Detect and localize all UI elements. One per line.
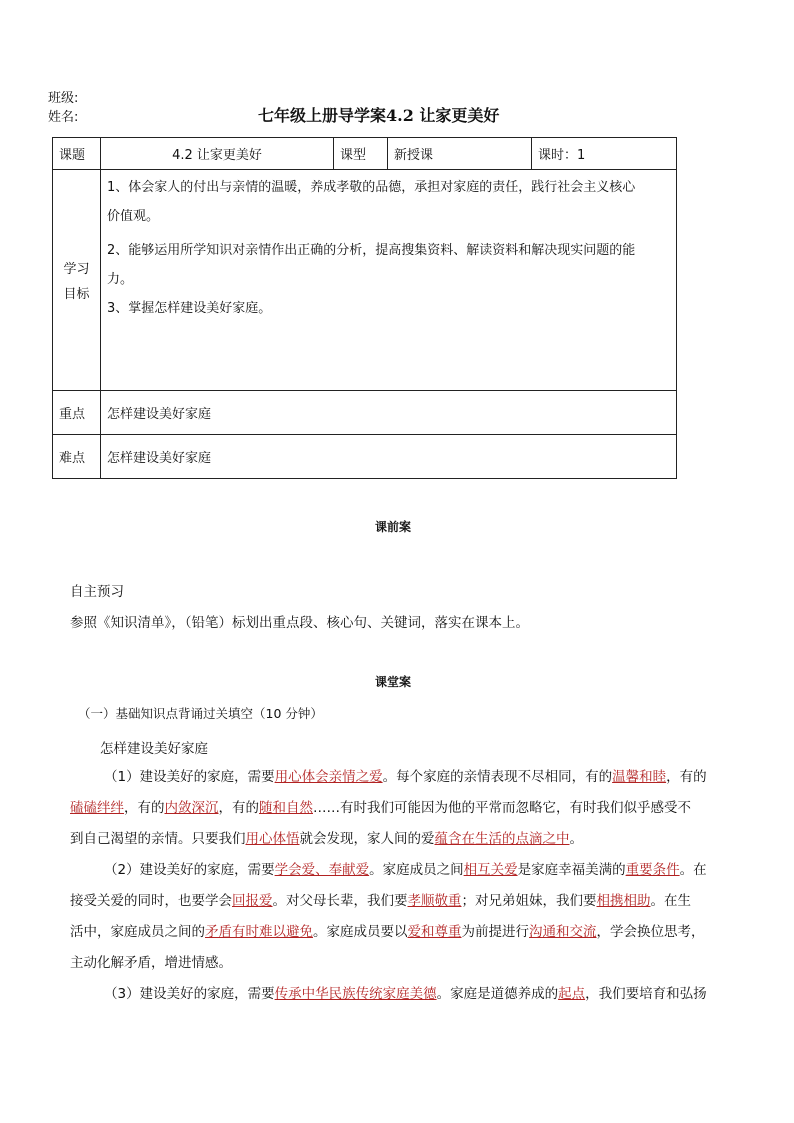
self-study-heading: 自主预习 — [70, 584, 124, 600]
text-segment: 。在 — [679, 862, 707, 878]
table-row — [53, 435, 677, 479]
table-row — [53, 170, 677, 391]
text-segment: ，有的 — [218, 800, 259, 816]
objectives-content — [101, 170, 677, 391]
objective-line: 1、体会家人的付出与亲情的温暖，养成孝敬的品德，承担对家庭的责任，践行社会主义核心 — [107, 180, 636, 195]
key-point-label: 重点 — [53, 391, 101, 435]
text-segment: 就会发现，家人间的爱 — [299, 831, 435, 847]
fill-blank: 矛盾有时难以避免 — [205, 924, 313, 940]
fill-blank: 沟通和交流 — [529, 924, 597, 940]
fill-blank: 温馨和睦 — [612, 769, 667, 785]
page-title: 七年级上册导学案4.2 让家更美好 — [258, 106, 500, 125]
fill-blank: 爱和尊重 — [407, 924, 462, 940]
fill-blank: 孝顺敬重 — [407, 893, 462, 909]
fill-blank: 回报爱 — [232, 893, 273, 909]
text-segment: ……有时我们可能因为他的平常而忽略它，有时我们似乎感受不 — [313, 800, 691, 816]
topic-label: 课题 — [53, 138, 101, 170]
difficult-point-value: 怎样建设美好家庭 — [101, 435, 677, 479]
fill-blank: 传承中华民族传统家庭美德 — [274, 986, 437, 1002]
text-segment: 为前提进行 — [461, 924, 529, 940]
objective-line: 3、掌握怎样建设美好家庭。 — [107, 301, 272, 316]
self-study-instruction: 参照《知识清单》，（铅笔）标划出重点段、核心句、关键词，落实在课本上。 — [70, 615, 529, 631]
topic-heading: 怎样建设美好家庭 — [100, 741, 208, 757]
text-segment: ，有的 — [124, 800, 165, 816]
period-value: 课时：1 — [532, 138, 677, 170]
table-row — [53, 138, 677, 170]
fill-blank: 起点 — [558, 986, 586, 1002]
text-segment: 。家庭是道德养成的 — [436, 986, 559, 1002]
lesson-info-table — [52, 137, 677, 479]
text-segment: 。每个家庭的亲情表现不尽相同，有的 — [382, 769, 613, 785]
text-segment: ，学会换位思考， — [596, 924, 705, 940]
fill-blank: 学会爱、奉献爱 — [274, 862, 370, 878]
text-segment: 主动化解矛盾，增进情感。 — [70, 955, 232, 971]
text-segment: （2）建设美好的家庭，需要 — [104, 862, 275, 878]
fill-blank: 相携相助 — [596, 893, 651, 909]
difficult-point-label: 难点 — [53, 435, 101, 479]
text-segment: 。对父母长辈，我们要 — [272, 893, 408, 909]
objective-line: 价值观。 — [107, 209, 160, 224]
topic-value: 4.2 让家更美好 — [101, 138, 334, 170]
key-point-value: 怎样建设美好家庭 — [101, 391, 677, 435]
in-class-heading: 课堂案 — [375, 675, 412, 689]
type-value: 新授课 — [388, 138, 532, 170]
paragraph-3 — [70, 979, 734, 1010]
text-segment: ，有的 — [666, 769, 707, 785]
fill-blank: 蕴含在生活的点滴之中 — [434, 831, 570, 847]
pre-class-heading: 课前案 — [375, 520, 412, 534]
text-segment: （3）建设美好的家庭，需要 — [104, 986, 275, 1002]
objectives-label: 学习 目标 — [53, 170, 101, 391]
fill-blank: 用心体悟 — [245, 831, 300, 847]
text-segment: 活中，家庭成员之间的 — [70, 924, 205, 940]
text-segment: （1）建设美好的家庭，需要 — [104, 769, 275, 785]
fill-blank: 内敛深沉 — [164, 800, 219, 816]
fill-blank: 磕磕绊绊 — [70, 800, 124, 816]
text-segment: ，我们要培育和弘扬 — [585, 986, 707, 1002]
name-label: 姓名: — [48, 110, 79, 125]
objective-line: 力。 — [107, 272, 134, 287]
text-segment: 是家庭幸福美满的 — [517, 862, 626, 878]
fill-blank: 重要条件 — [625, 862, 680, 878]
fill-blank: 随和自然 — [259, 800, 313, 816]
text-segment: 。家庭成员要以 — [313, 924, 408, 940]
text-segment: 接受关爱的同时，也要学会 — [70, 893, 232, 909]
table-row — [53, 391, 677, 435]
fill-blank: 相互关爱 — [463, 862, 518, 878]
paragraph-2 — [70, 855, 734, 979]
class-label: 班级: — [48, 91, 79, 106]
text-segment: 。家庭成员之间 — [369, 862, 464, 878]
text-segment: 。在生 — [650, 893, 691, 909]
text-segment: 。 — [569, 831, 583, 847]
text-segment: ；对兄弟姐妹，我们要 — [461, 893, 597, 909]
text-segment: 到自己渴望的亲情。只要我们 — [70, 831, 246, 847]
paragraph-1 — [70, 762, 734, 855]
section-one-title: （一）基础知识点背诵过关填空（10 分钟） — [78, 706, 323, 721]
fill-blank: 用心体会亲情之爱 — [274, 769, 383, 785]
type-label: 课型 — [334, 138, 388, 170]
objective-line: 2、能够运用所学知识对亲情作出正确的分析，提高搜集资料、解读资料和解决现实问题的能 — [107, 243, 636, 258]
